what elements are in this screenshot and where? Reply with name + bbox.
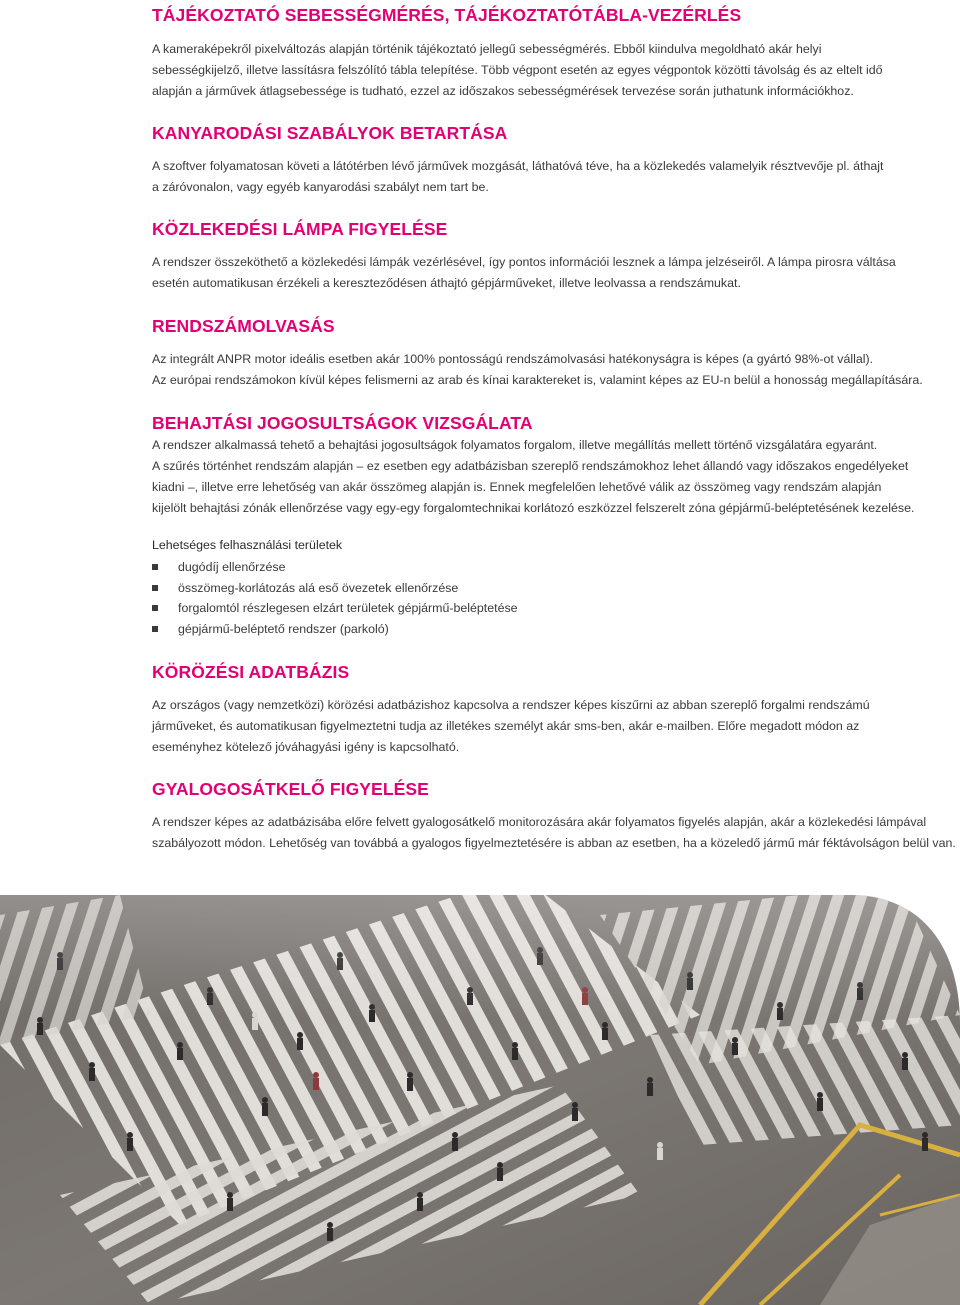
section-title: KÖRÖZÉSI ADATBÁZIS xyxy=(152,662,350,682)
text-line: Az országos (vagy nemzetközi) körözési adatbázishoz kapcsolva a rendszer képes kiszűrni az abban szereplő forgalmi rendszámú xyxy=(152,698,870,712)
text-line: a záróvonalon, vagy egyéb kanyarodási szabályt nem tart be. xyxy=(152,180,489,194)
section-body xyxy=(152,812,956,854)
section-speed-measurement xyxy=(152,4,952,102)
section-access-rights xyxy=(152,412,952,519)
section-body xyxy=(152,695,952,758)
square-bullet-icon xyxy=(152,626,158,632)
square-bullet-icon xyxy=(152,585,158,591)
aerial-crosswalk-image xyxy=(0,895,960,1305)
section-title: GYALOGOSÁTKELŐ FIGYELÉSE xyxy=(152,779,429,799)
square-bullet-icon xyxy=(152,605,158,611)
list-item: dugódíj ellenőrzése xyxy=(152,557,952,578)
text-line: Az európai rendszámokon kívül képes felismerni az arab és kínai karaktereket is, valamint képes az EU-n belül a honosság megállapítására. xyxy=(152,373,923,387)
section-use-cases xyxy=(152,535,952,639)
list-item: gépjármű-beléptető rendszer (parkoló) xyxy=(152,619,952,640)
list-item: forgalomtól részlegesen elzárt területek gépjármű-beléptetése xyxy=(152,598,952,619)
text-line: A kameraképekről pixelváltozás alapján történik tájékoztató jellegű sebességmérés. Ebből kiindulva megoldható akár helyi xyxy=(152,42,822,56)
section-turning-rules xyxy=(152,122,952,198)
section-wanted-database xyxy=(152,661,952,758)
text-line: sebességkijelző, illetve lassításra felszólító tábla telepítése. Több végpont esetén az egyes végpontok közötti távolság és az eltelt idő xyxy=(152,63,883,77)
text-line: kijelölt behajtási zónák ellenőrzése vagy egy-egy forgalomtechnikai korlátozó eszközzel felszerelt zóna gépjármű-beléptetésének kezelése. xyxy=(152,501,915,515)
text-line: esetén automatikusan érzékeli a kereszteződésen áthajtó gépjárműveket, illetve leolvassa a rendszámukat. xyxy=(152,276,741,290)
section-body xyxy=(152,349,952,391)
text-line: A rendszer alkalmassá tehető a behajtási jogosultságok folyamatos forgalom, illetve megállítás mellett történő vizsgálatára egyaránt. xyxy=(152,438,878,452)
section-title: TÁJÉKOZTATÓ SEBESSÉGMÉRÉS, TÁJÉKOZTATÓTÁBLA-VEZÉRLÉS xyxy=(152,5,742,25)
text-line: járműveket, és automatikusan figyelmeztetni tudja az illetékes személyt akár sms-ben, akár e-mailben. Előre megadott módon az xyxy=(152,719,860,733)
section-title: BEHAJTÁSI JOGOSULTSÁGOK VIZSGÁLATA xyxy=(152,413,533,433)
text-line: kiadni –, illetve erre lehetőség van akár összömeg alapján is. Ennek megfelelően lehetővé válik az összömeg vagy rendszám alapján xyxy=(152,480,882,494)
section-body xyxy=(152,39,952,102)
section-title: RENDSZÁMOLVASÁS xyxy=(152,316,335,336)
text-line: szabályozott módon. Lehetőség van továbbá a gyalogos figyelmeztetésére is abban az esetben, ha a közeledő jármű már féktávolságon belül van. xyxy=(152,836,956,850)
section-body xyxy=(152,435,952,519)
section-pedestrian-crossing xyxy=(152,778,956,854)
section-title: KANYARODÁSI SZABÁLYOK BETARTÁSA xyxy=(152,123,508,143)
text-line: A szoftver folyamatosan követi a látótérben lévő járművek mozgását, láthatóvá téve, ha a közlekedés valamelyik résztvevője pl. áthajt xyxy=(152,159,884,173)
text-line: A szűrés történhet rendszám alapján – ez esetben egy adatbázisban szereplő rendszámokhoz lehet állandó vagy időszakos engedélyeket xyxy=(152,459,909,473)
text-line: A rendszer összeköthető a közlekedési lámpák vezérlésével, így pontos információi lesznek a lámpa jelzéseiről. A lámpa pirosra váltása xyxy=(152,255,896,269)
section-body xyxy=(152,156,952,198)
text-line: A rendszer képes az adatbázisába előre felvett gyalogosátkelő monitorozására akár folyamatos figyelés alapján, akár a közlekedési lámpával xyxy=(152,815,927,829)
list-item: összömeg-korlátozás alá eső övezetek ellenőrzése xyxy=(152,578,952,599)
section-body xyxy=(152,252,952,294)
text-line: Az integrált ANPR motor ideális esetben akár 100% pontosságú rendszámolvasási hatékonyságra is képes (a gyártó 98%-ot vállal). xyxy=(152,352,874,366)
crosswalk-photo xyxy=(0,895,960,1305)
use-cases-title: Lehetséges felhasználási területek xyxy=(152,538,343,552)
text-line: eseményhez kötelező jóváhagyási igény is kapcsolható. xyxy=(152,740,460,754)
use-cases-list xyxy=(152,557,952,639)
section-title: KÖZLEKEDÉSI LÁMPA FIGYELÉSE xyxy=(152,219,448,239)
square-bullet-icon xyxy=(152,564,158,570)
section-plate-reading xyxy=(152,315,952,391)
section-traffic-light xyxy=(152,218,952,294)
text-line: alapján a járművek átlagsebessége is tudható, ezzel az időszakos sebességmérések tervezése során juthatunk információkhoz. xyxy=(152,84,854,98)
